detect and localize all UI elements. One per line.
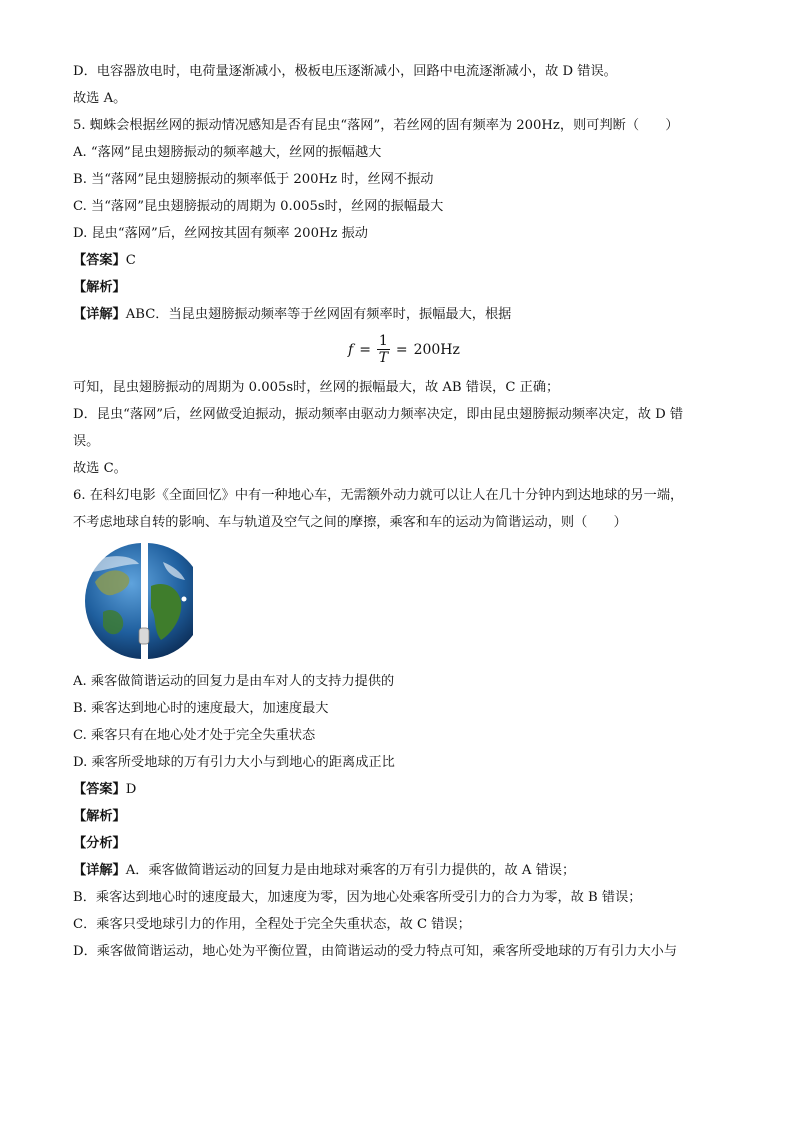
question-6-option-a: A. 乘客做简谐运动的回复力是由车对人的支持力提供的: [73, 674, 395, 689]
answer-value: C: [125, 253, 136, 268]
fraction-denominator: T: [378, 350, 389, 366]
detail-text: ABC．当昆虫翅膀振动频率等于丝网固有频率时，振幅最大，根据: [125, 307, 512, 322]
question-5-option-a: A. “落网”昆虫翅膀振动的频率越大，丝网的振幅越大: [73, 145, 382, 160]
earth-tunnel-figure: [73, 542, 723, 660]
question-5-answer: [73, 247, 723, 274]
question-5-option-d-exp-2: 误。: [73, 434, 100, 449]
formula-rhs: 200Hz: [413, 341, 460, 358]
fraction-numerator: 1: [378, 333, 388, 349]
formula-lhs: f: [348, 341, 354, 358]
question-5-option-d: D. 昆虫“落网”后，丝网按其固有频率 200Hz 振动: [73, 226, 368, 241]
question-6-answer: [73, 776, 723, 803]
question-6-option-d: D. 乘客所受地球的万有引力大小与到地心的距离成正比: [73, 755, 395, 770]
earth-globe-image: [73, 542, 193, 660]
question-6-analysis-tag: [73, 803, 723, 830]
question-5-select: 故选 C。: [73, 461, 127, 476]
question-6-option-c: C. 乘客只有在地心处才处于完全失重状态: [73, 728, 316, 743]
answer-tag: 【答案】: [73, 253, 126, 268]
question-5-after-formula: 可知，昆虫翅膀振动的周期为 0.005s时，丝网的振幅最大，故 AB 错误，C 正确；: [73, 380, 560, 395]
question-5-option-c: C. 当“落网”昆虫翅膀振动的周期为 0.005s时，丝网的振幅最大: [73, 199, 444, 214]
answer-conclusion: 故选 A。: [73, 91, 127, 106]
question-6-stem-2: 不考虑地球自转的影响、车与轨道及空气之间的摩擦，乘客和车的运动为简谐运动，则（ ）: [73, 515, 627, 530]
question-5-stem: 5. 蜘蛛会根据丝网的振动情况感知是否有昆虫“落网”，若丝网的固有频率为 200Hz，则可判断（ ）: [73, 118, 679, 133]
formula-equals-2: =: [395, 341, 408, 358]
formula-fraction: [377, 333, 390, 366]
answer-value: D: [125, 782, 137, 797]
question-5-option-b: B. 当“落网”昆虫翅膀振动的频率低于 200Hz 时，丝网不振动: [73, 172, 434, 187]
fenxi-tag: 【分析】: [73, 836, 126, 851]
answer-tag: 【答案】: [73, 782, 126, 797]
question-6-option-b: B. 乘客达到地心时的速度最大，加速度最大: [73, 701, 329, 716]
question-6-detail-c: C．乘客只受地球引力的作用，全程处于完全失重状态，故 C 错误；: [73, 917, 471, 932]
question-6-detail-b: B．乘客达到地心时的速度最大，加速度为零，因为地心处乘客所受引力的合力为零，故 B 错误；: [73, 890, 642, 905]
question-6-detail-a: [73, 857, 723, 884]
analysis-tag: 【解析】: [73, 280, 126, 295]
formula-equals-1: =: [359, 341, 371, 358]
detail-tag: 【详解】: [73, 863, 126, 878]
detail-text: A．乘客做简谐运动的回复力是由地球对乘客的万有引力提供的，故 A 错误；: [125, 863, 576, 878]
question-6-stem-1: 6. 在科幻电影《全面回忆》中有一种地心车，无需额外动力就可以让人在几十分钟内到达地球的另一端，: [73, 488, 684, 503]
option-d-explanation: D．电容器放电时，电荷量逐渐减小，极板电压逐渐减小，回路中电流逐渐减小，故 D 错误。: [73, 64, 617, 79]
frequency-formula: [73, 330, 723, 370]
detail-tag: 【详解】: [73, 307, 126, 322]
question-5-option-d-exp-1: D．昆虫“落网”后，丝网做受迫振动，振动频率由驱动力频率决定，即由昆虫翅膀振动频率决定，故 D 错: [73, 407, 684, 422]
content-column: [73, 58, 723, 965]
question-5-detail: [73, 301, 723, 328]
question-6-detail-d: D．乘客做简谐运动，地心处为平衡位置，由简谐运动的受力特点可知，乘客所受地球的万有引力大小与: [73, 944, 678, 959]
question-5-analysis-tag: [73, 274, 723, 301]
question-6-fenxi-tag: [73, 830, 723, 857]
analysis-tag: 【解析】: [73, 809, 126, 824]
